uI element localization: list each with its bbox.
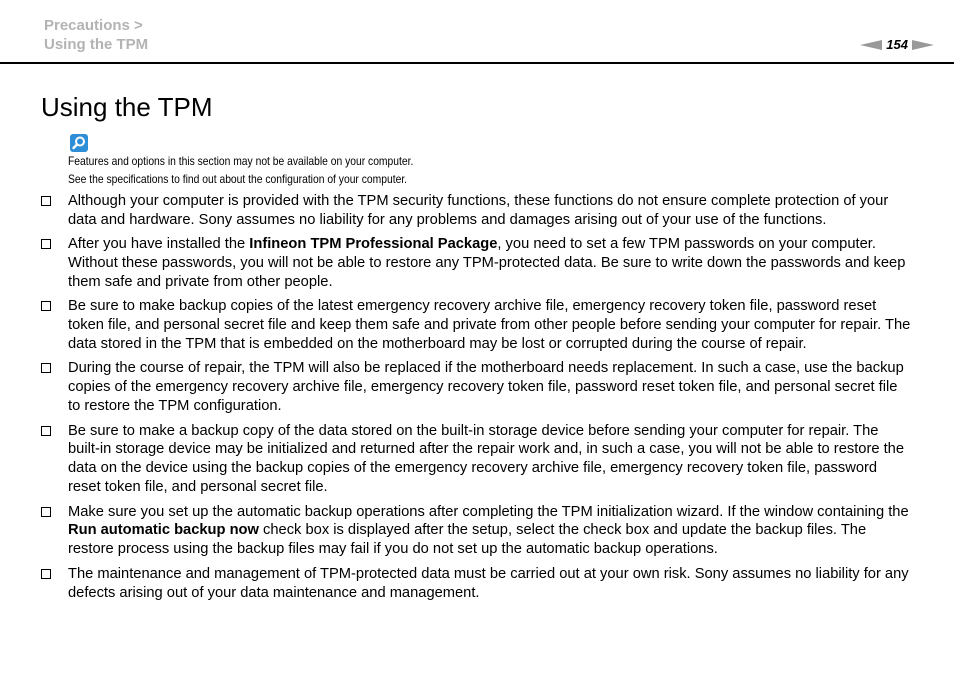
breadcrumb-current: Using the TPM bbox=[44, 36, 149, 53]
list-item-text: Be sure to make a backup copy of the data stored on the built-in storage device before sending your computer for repair. The built-in storage device may be initialized and returned after the repair work and, in such a case, you will not be able to restore the data on the device using the backup copies of the emergency recovery archive file, emergency recovery token file, password reset token file, and personal secret file. bbox=[68, 422, 905, 496]
page-number: 154 bbox=[886, 37, 908, 52]
note-line-1: Features and options in this section may not be available on your computer. bbox=[68, 154, 414, 168]
magnifier-icon bbox=[70, 134, 88, 152]
software-name: Infineon TPM Professional Package bbox=[249, 236, 498, 253]
list-item-text: Be sure to make backup copies of the latest emergency recovery archive file, emergency recovery token file, password reset token file, and personal secret file and keep them safe and private from other people before sending your computer for repair. The data stored in the TPM that is embedded on the motherboard may be lost or corrupted during the course of repair. bbox=[68, 298, 911, 353]
breadcrumb bbox=[44, 16, 148, 54]
list-item bbox=[41, 503, 913, 560]
breadcrumb-parent[interactable]: Precautions > bbox=[44, 17, 143, 34]
list-item-text-pre: Make sure you set up the automatic backup operations after completing the TPM initialization wizard. If the window containing the bbox=[68, 503, 909, 520]
list-item-text-post: , you need to set a few TPM passwords on your computer. Without these passwords, you will not be able to restore any TPM-protected data. Be sure to write down the passwords and keep them safe and private from other people. bbox=[68, 236, 906, 291]
note-line-2: See the specifications to find out about the configuration of your computer. bbox=[68, 172, 408, 186]
list-item-text: The maintenance and management of TPM-protected data must be carried out at your own risk. Sony assumes no liability for any defects arising out of your data maintenance and management. bbox=[68, 565, 909, 601]
list-item bbox=[41, 359, 913, 416]
precaution-list bbox=[41, 192, 913, 608]
availability-note bbox=[68, 152, 413, 188]
list-item bbox=[41, 297, 913, 354]
square-bullet-icon bbox=[41, 301, 51, 311]
square-bullet-icon bbox=[41, 426, 51, 436]
list-item bbox=[41, 235, 913, 292]
checkbox-name: Run automatic backup now bbox=[68, 522, 259, 539]
list-item-text-pre: After you have installed the bbox=[68, 236, 250, 253]
list-item bbox=[41, 192, 913, 230]
square-bullet-icon bbox=[41, 569, 51, 579]
previous-page-arrow-icon[interactable] bbox=[860, 40, 882, 50]
list-item bbox=[41, 422, 913, 498]
header-divider bbox=[0, 62, 954, 64]
square-bullet-icon bbox=[41, 196, 51, 206]
list-item-text: Although your computer is provided with the TPM security functions, these functions do not ensure complete protection of your data and hardware. Sony assumes no liability for any problems and damages arising out of your use of the functions. bbox=[68, 193, 889, 228]
square-bullet-icon bbox=[41, 363, 51, 373]
list-item bbox=[41, 565, 913, 603]
square-bullet-icon bbox=[41, 507, 51, 517]
list-item-text-post: check box is displayed after the setup, select the check box and update the backup files. The restore process using the backup files may fail if you do not set up the automatic backup operations. bbox=[68, 522, 867, 558]
page-navigator bbox=[860, 37, 934, 53]
list-item-text: During the course of repair, the TPM will also be replaced if the motherboard needs replacement. In such a case, use the backup copies of the emergency recovery archive file, emergency recovery token file, password reset token file, and personal secret file to restore the TPM configuration. bbox=[68, 360, 904, 415]
square-bullet-icon bbox=[41, 239, 51, 249]
next-page-arrow-icon[interactable] bbox=[912, 40, 934, 50]
page-title: Using the TPM bbox=[41, 92, 213, 122]
